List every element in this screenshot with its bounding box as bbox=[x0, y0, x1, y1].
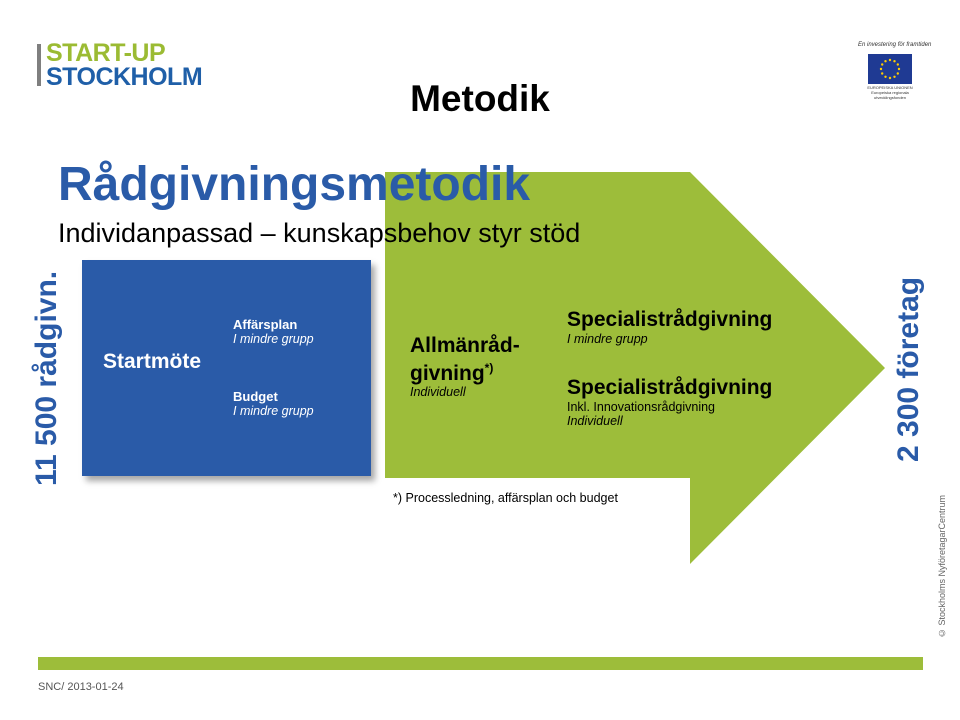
advice-count: 11 500 rådgivn. bbox=[30, 270, 63, 486]
specialist-title: Specialistrådgivning bbox=[567, 376, 773, 399]
start-item-budget bbox=[233, 389, 314, 418]
footer-bar bbox=[38, 657, 923, 670]
page-title: Metodik bbox=[410, 78, 550, 119]
general-advice-sub: Individuell bbox=[410, 385, 466, 399]
specialist-advice-group bbox=[567, 308, 772, 346]
start-item-business-plan bbox=[233, 317, 314, 346]
specialist-sub: Individuell bbox=[567, 414, 623, 428]
heading: Rådgivningsmetodik bbox=[58, 158, 531, 211]
logo-start-up: START-UP bbox=[46, 39, 166, 67]
footer-date: SNC/ 2013-01-24 bbox=[38, 681, 124, 693]
copyright: © Stockholms NyföretagarCentrum bbox=[937, 494, 947, 638]
general-advice-line1: Allmänråd- bbox=[410, 334, 520, 357]
general-advice-line2: givning bbox=[410, 362, 485, 385]
eu-caption: EUROPEISKA UNIONEN Europeiska regionala utvecklingsfonden bbox=[867, 85, 913, 100]
start-item-sub: I mindre grupp bbox=[233, 404, 314, 418]
start-item-title: Budget bbox=[233, 389, 278, 404]
eu-tagline: En investering för framtiden bbox=[858, 42, 932, 48]
logo-stockholm: STOCKHOLM bbox=[46, 63, 203, 91]
subheading: Individanpassad – kunskapsbehov styr stöd bbox=[58, 218, 581, 248]
general-advice-title bbox=[410, 334, 520, 385]
footnote-marker: *) bbox=[484, 361, 494, 375]
general-advice-line2-wrap bbox=[410, 357, 520, 385]
start-item-sub: I mindre grupp bbox=[233, 332, 314, 346]
footnote: *) Processledning, affärsplan och budget bbox=[393, 491, 618, 505]
specialist-sub: Inkl. Innovationsrådgivning bbox=[567, 400, 716, 414]
specialist-advice-individual bbox=[567, 376, 772, 428]
specialist-sub: I mindre grupp bbox=[567, 332, 648, 346]
specialist-title: Specialistrådgivning bbox=[567, 308, 773, 331]
company-count: 2 300 företag bbox=[892, 276, 925, 462]
start-item-title: Affärsplan bbox=[233, 317, 298, 332]
start-box-title: Startmöte bbox=[103, 350, 202, 373]
